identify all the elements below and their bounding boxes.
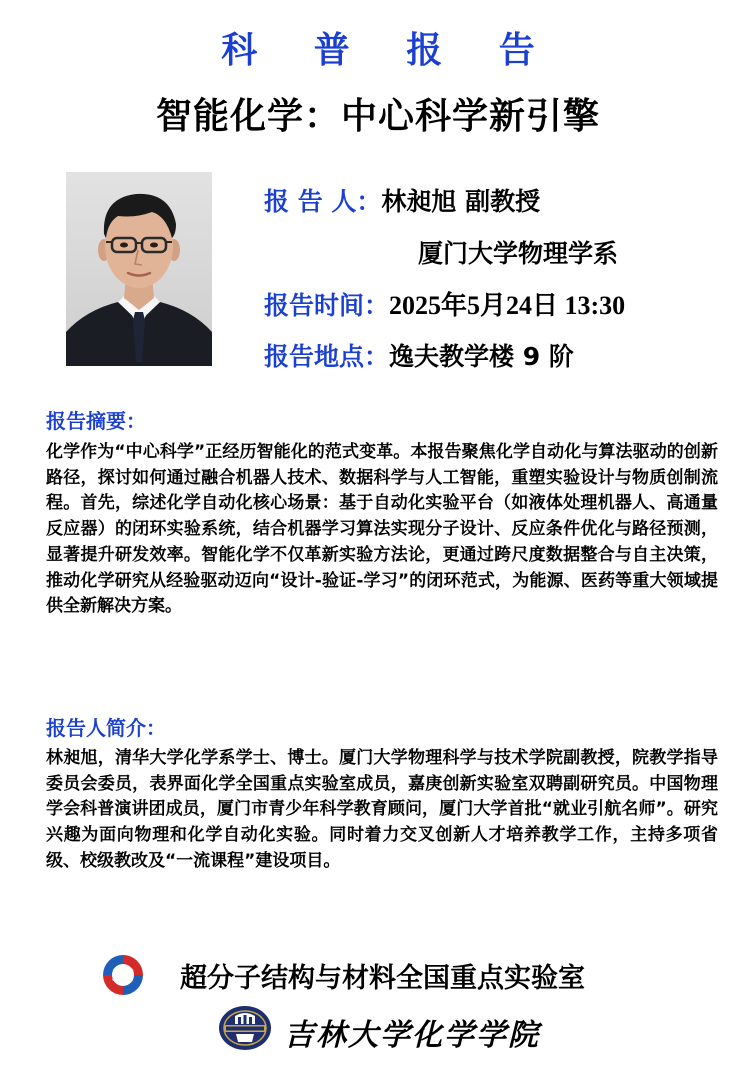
speaker-portrait-icon: [66, 172, 212, 366]
talk-title: 智能化学：中心科学新引擎: [155, 96, 600, 137]
college-name: 吉林大学化学学院: [284, 1018, 540, 1053]
poster-header-title: 科 普 报 告: [221, 30, 557, 71]
location-value: 逸夫教学楼 9 阶: [389, 342, 574, 371]
abstract-heading: 报告摘要：: [46, 409, 146, 433]
location-row: [264, 337, 574, 373]
lab-row: [100, 950, 700, 1000]
speaker-name: 林昶旭 副教授: [381, 187, 541, 216]
supramolecular-lab-logo-icon: [100, 952, 146, 998]
speaker-affiliation: 厦门大学物理学系: [418, 239, 619, 268]
bio-text: 林昶旭，清华大学化学系学士、博士。厦门大学物理科学与技术学院副教授，院教学指导委员会委员，表界面化学全国重点实验室成员，嘉庚创新实验室双聘副研究员。中国物理学会科普演讲团成员，厦门市青少年科学教育顾问，厦门大学首批“就业引航名师”。研究兴趣为面向物理和化学自动化实验。同时着力交叉创新人才培养教学工作，主持多项省级、校级教改及“一流课程”建设项目。: [46, 748, 718, 871]
lab-name: 超分子结构与材料全国重点实验室: [180, 963, 585, 994]
bio-heading: 报告人简介：: [46, 716, 166, 740]
time-label: 报告时间：: [264, 291, 390, 320]
speaker-photo: [66, 172, 212, 366]
jilin-university-seal-logo-icon: [218, 1004, 272, 1052]
time-value: 2025年5月24日 13:30: [389, 291, 626, 320]
college-row: [218, 1004, 578, 1054]
speaker-label: 报 告 人：: [264, 187, 382, 216]
location-label: 报告地点：: [264, 342, 390, 371]
speaker-row: [264, 182, 540, 218]
abstract-text: 化学作为“中心科学”正经历智能化的范式变革。本报告聚焦化学自动化与算法驱动的创新路径，探讨如何通过融合机器人技术、数据科学与人工智能，重塑实验设计与物质创制流程。首先，综述化学自动化核心场景：基于自动化实验平台（如液体处理机器人、高通量反应器）的闭环实验系统，结合机器学习算法实现分子设计、反应条件优化与路径预测，显著提升研发效率。智能化学不仅革新实验方法论，更通过跨尺度数据整合与自主决策，推动化学研究从经验驱动迈向“设计-验证-学习”的闭环范式，为能源、医药等重大领域提供全新解决方案。: [46, 442, 718, 617]
speaker-affiliation-row: [418, 234, 618, 270]
time-row: [264, 285, 625, 322]
